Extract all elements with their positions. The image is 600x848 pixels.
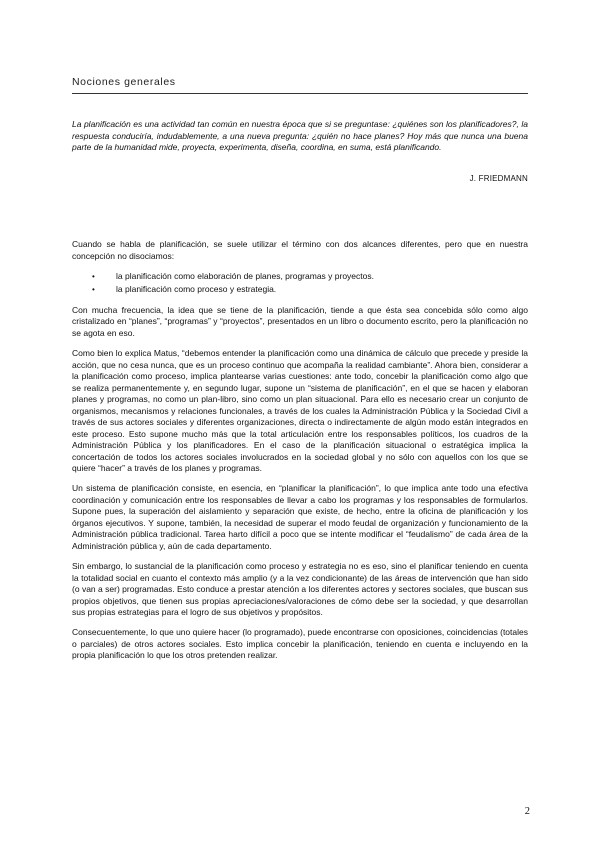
bullet-icon: • [92,285,95,295]
list-item-text: la planificación como proceso y estrategia. [116,284,277,295]
paragraph: Sin embargo, lo sustancial de la planificación como proceso y estrategia no es eso, sino el planificar teniendo en cuenta la totalidad social en cuanto el contexto más amplio (y a la vez condicionante) de las áreas de intervención que han sido (o van a ser) programadas. Esto conduce a prestar atención a los diferentes actores y sectores sociales, que buscan sus propios objetivos, que tienen sus propias apreciaciones/valoraciones de cómo debe ser la sociedad, y que desarrollan sus propias estrategias para el logro de sus objetivos y propósitos. [72,561,528,618]
paragraph: Un sistema de planificación consiste, en esencia, en “planificar la planificación”, lo que implica ante todo una efectiva coordinación y comunicación entre los responsables de llevar a cabo los programas y los responsables de formularlos. Supone pues, la superación del aislamiento y separación que existe, de hecho, entre la oficina de planificación y los órganos ejecutivos. Y supone, también, la necesidad de superar el modo feudal de organización y funcionamiento de la Administración pública tradicional. Tarea harto difícil a poco que se intente modificar el “feudalismo” de cada área de la Administración pública y, aún de cada departamento. [72,483,528,551]
bullet-list [72,271,528,296]
paragraph: Como bien lo explica Matus, “debemos entender la planificación como una dinámica de cálculo que precede y preside la acción, que no cesa nunca, que es un proceso continuo que acompaña la realidad cambiante”. Ahora bien, considerar a la planificación como proceso, implica plantearse varias cuestiones: ante todo, concebir la planificación como algo que se realiza permanentemente y, en segundo lugar, supone un “sistema de planificación”, en el que se hacen y elaboran planes y programas, no como un plan-libro, sino como un plan situacional. Para ello es necesario crear un conjunto de organismos, mecanismos y relaciones funcionales, a través de los cuales la Administración Pública y la Sociedad Civil a través de sus actores sociales y diferentes organizaciones, directa o indirectamente de algún modo están integrados en este proceso. Esto supone mucho más que la total articulación entre los responsables políticos, los cuadros de la Administración Pública y los planificadores. En el caso de la planificación situacional o estratégica implica la concertación de todos los actores sociales involucrados en la sociedad global y no sólo con aquellos con los que se quiere “hacer” a través de los planes y programas. [72,348,528,474]
running-header: Nociones generales [72,76,176,88]
epigraph-quote: La planificación es una actividad tan común en nuestra época que si se preguntase: ¿quiénes son los planificadores?, la respuesta conduciría, indudablemente, a una nueva pregunta: ¿quién no hace planes? Hoy más que nunca una buena parte de la humanidad mide, proyecta, experimenta, diseña, coordina, en suma, está planificando. [72,119,528,153]
body-text [72,239,528,671]
paragraph: Consecuentemente, lo que uno quiere hacer (lo programado), puede encontrarse con oposiciones, coincidencias (totales o parciales) de otros actores sociales. Esto implica concebir la planificación, teniendo en cuenta e incluyendo en la propia planificación lo que los otros pretenden realizar. [72,627,528,661]
list-item [92,270,528,283]
list-item-text: la planificación como elaboración de planes, programas y proyectos. [116,270,374,281]
list-item [92,284,528,296]
page-number: 2 [524,806,530,817]
header-divider [72,93,528,94]
epigraph-author: J. FRIEDMANN [469,174,528,183]
intro-paragraph: Cuando se habla de planificación, se suele utilizar el término con dos alcances diferentes, pero que en nuestra concepción no disociamos: [72,239,528,261]
bullet-icon: • [92,271,95,281]
paragraph: Con mucha frecuencia, la idea que se tiene de la planificación, tiende a que ésta sea concebida sólo como algo cristalizado en “planes”, “programas” y “proyectos”, presentados en un libro o documento escrito, pero la planificación no se agota en eso. [72,304,528,338]
